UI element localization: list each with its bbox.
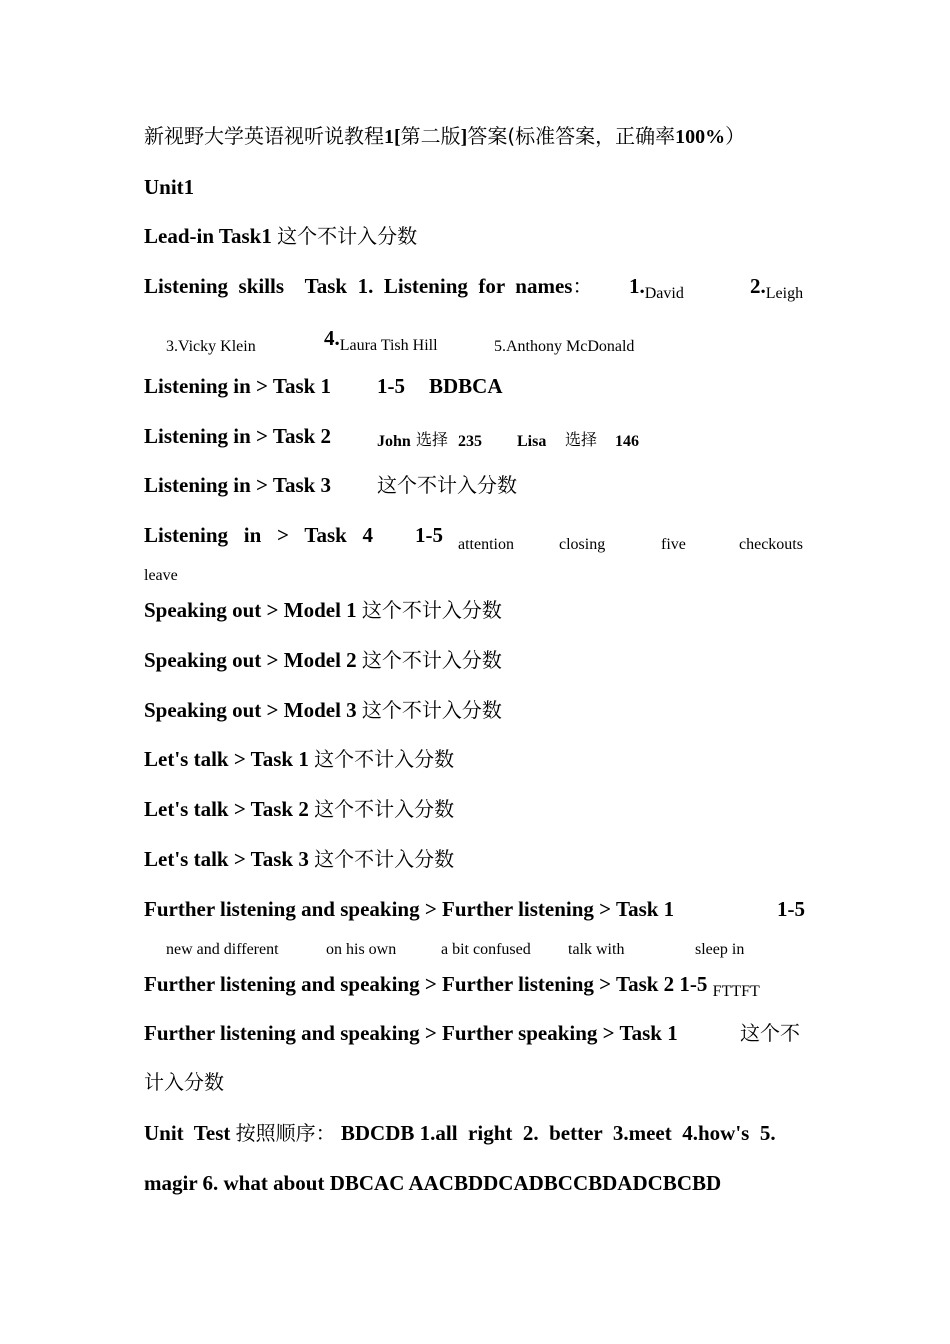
listening-skills-label: Listening skills Task 1. Listening for names: [144, 274, 573, 298]
unit-test-line-2: magir 6. what about DBCAC AACBDDCADBCCBDADCBCBD: [144, 1171, 722, 1195]
leadin-label: Lead-in Task1: [144, 224, 272, 248]
lets-talk-task2-line: Let's talk > Task 2 这个不计入分数: [144, 797, 455, 821]
document-title: 新视野大学英语视听说教程1[第二版]答案(标准答案，正确率100%）: [144, 124, 746, 148]
lets-talk-task1-line: Let's talk > Task 1 这个不计入分数: [144, 747, 455, 771]
listening-in-task3-line: Listening in > Task 3 这个不计入分数: [144, 473, 517, 497]
speaking-out-model2-line: Speaking out > Model 2 这个不计入分数: [144, 648, 502, 672]
unit-heading: Unit1: [144, 175, 195, 199]
speaking-out-model3-line: Speaking out > Model 3 这个不计入分数: [144, 698, 502, 722]
listening-in-task4-wrap: leave: [144, 567, 178, 584]
name-answer-5: 5.Anthony McDonald: [494, 338, 635, 355]
listening-in-task1-line: Listening in > Task 1 1-5 BDBCA: [144, 374, 503, 398]
listening-in-task4-line: Listening in > Task 4 1-5 attention closing five checkouts: [144, 523, 803, 553]
name-answer-3: 3.Vicky Klein: [166, 338, 256, 355]
unit-test-line-1: Unit Test 按照顺序： BDCDB 1.all right 2. better 3.meet 4.how's 5.: [144, 1121, 776, 1145]
further-listening-task2-line: Further listening and speaking > Further listening > Task 2 1-5 $_{FTTFT}$: [144, 972, 760, 1000]
leadin-line: [144, 223, 808, 249]
further-listening-task1-line: Further listening and speaking > Further listening > Task 1 1-5: [144, 897, 805, 921]
further-speaking-task1-line: Further listening and speaking > Further speaking > Task 1 这个不: [144, 1021, 800, 1045]
document-page: 新视野大学英语视听说教程1[第二版]答案(标准答案，正确率100%） Unit1 Lead-in Task1 这个不计入分数 Listening skills Task 1. Listening for names： $1._{David}$ $2._{Leigh}$ 3.Vicky Klein $4._{Laura Tish Hill}$ 5.Anthony McDonald Listening in > Task 1 1-5 BDBCA Listening in > Task 2 John 选择 235 Lisa 选择 146 Listening in > Task 3 这个不计入分数 Listening in > Task 4 1-5 attention closing five checkouts leave Speaking out > Model 1 这个不计入分数 Speaking out > Model 2 这个不计入分数 Speaking out > Model 3 这个不计入分数 Let's talk > Task 1 这个不计入分数 Let's talk > Task 2 这个不计入分数 Let's talk > Task 3 这个不计入分数 Further listening and speaking > Further listening > Task 1 1-5 new and different on his own a bit confused talk with sleep in Further listening and speaking > Further listening > Task 2 1-5 $_{FTTFT}$ Further listening and speaking > Further speaking > Task 1 这个不 计入分数 Unit Test 按照顺序： BDCDB 1.all right 2. better 3.meet 4.how's 5. magir 6. what about DBCAC AACBDDCADBCCBDADCBCBD: [0, 0, 950, 1344]
listening-in-task2-line: Listening in > Task 2 John 选择 235 Lisa 选择 146: [144, 424, 639, 450]
further-speaking-task1-wrap: 计入分数: [144, 1070, 224, 1094]
leadin-note: 这个不计入分数: [277, 224, 418, 248]
name-answer-1: $1._{David}$: [629, 274, 684, 302]
name-answer-4: $4._{Laura Tish Hill}$: [324, 326, 438, 354]
lets-talk-task3-line: Let's talk > Task 3 这个不计入分数: [144, 847, 455, 871]
name-answer-2: $2._{Leigh}$: [750, 274, 804, 302]
listening-skills-line: Listening skills Task 1. Listening for names： $1._{David}$ $2._{Leigh}$: [144, 274, 804, 302]
speaking-out-model1-line: Speaking out > Model 1 这个不计入分数: [144, 598, 502, 622]
